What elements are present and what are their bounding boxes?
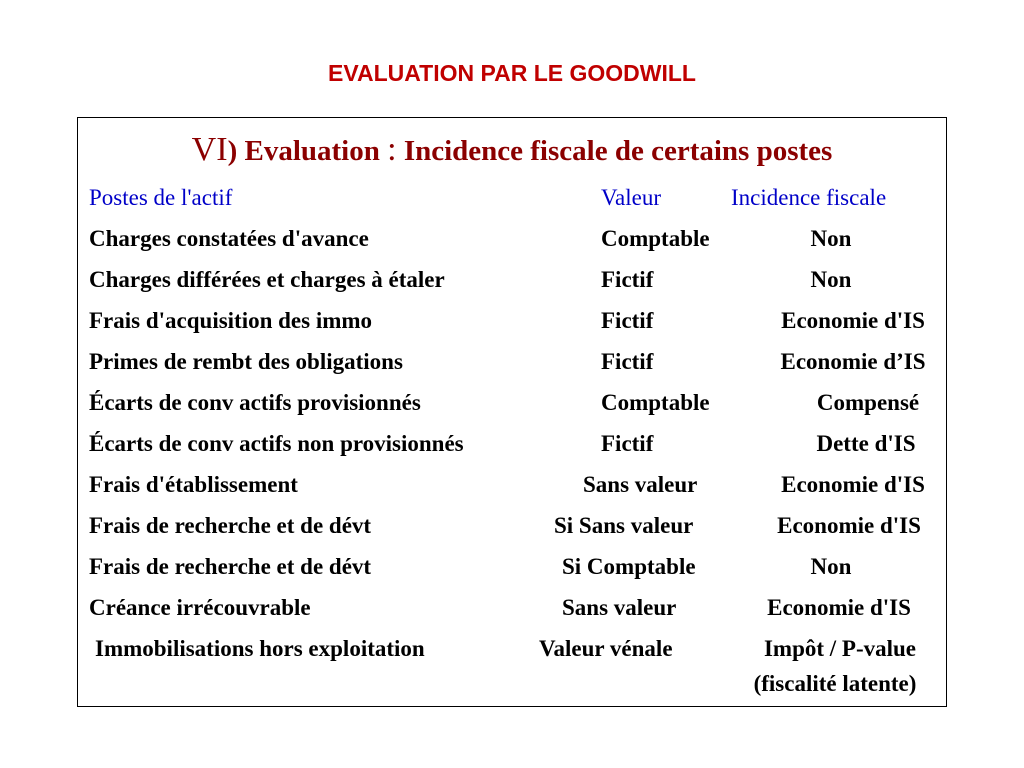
row-incidence: Economie d'IS bbox=[781, 472, 925, 497]
row-incidence: Economie d'IS bbox=[767, 595, 911, 620]
table-row bbox=[78, 226, 946, 256]
table-footnote-row bbox=[78, 671, 946, 701]
row-poste: Frais d'établissement bbox=[89, 472, 298, 497]
row-poste: Écarts de conv actifs provisionnés bbox=[89, 390, 421, 415]
table-row bbox=[78, 513, 946, 543]
table-row bbox=[78, 431, 946, 461]
section-paren: ) bbox=[227, 135, 238, 167]
section-colon: : bbox=[387, 131, 397, 168]
row-poste: Primes de rembt des obligations bbox=[89, 349, 403, 374]
row-incidence: Economie d’IS bbox=[780, 349, 926, 374]
row-valeur: Fictif bbox=[601, 349, 654, 374]
row-poste: Charges constatées d'avance bbox=[89, 226, 369, 251]
header-postes: Postes de l'actif bbox=[89, 185, 233, 210]
header-incidence: Incidence fiscale bbox=[731, 185, 887, 210]
slide-title: EVALUATION PAR LE GOODWILL bbox=[328, 60, 696, 86]
row-incidence: Compensé bbox=[816, 390, 920, 415]
table-row bbox=[78, 472, 946, 502]
row-valeur: Si Sans valeur bbox=[554, 513, 694, 538]
row-poste: Frais de recherche et de dévt bbox=[89, 513, 372, 538]
row-valeur: Sans valeur bbox=[583, 472, 698, 497]
row-valeur: Si Comptable bbox=[562, 554, 696, 579]
table-row bbox=[78, 308, 946, 338]
row-valeur: Fictif bbox=[601, 267, 654, 292]
row-valeur: Sans valeur bbox=[562, 595, 677, 620]
header-valeur: Valeur bbox=[601, 185, 662, 210]
table-row bbox=[78, 349, 946, 379]
section-number: VI bbox=[191, 131, 228, 168]
section-heading bbox=[78, 131, 946, 169]
table-row bbox=[78, 390, 946, 420]
row-incidence: Non bbox=[810, 226, 852, 251]
row-poste: Frais de recherche et de dévt bbox=[89, 554, 372, 579]
row-valeur: Comptable bbox=[601, 226, 710, 251]
row-incidence: Dette d'IS bbox=[816, 431, 916, 456]
section-subtitle: Incidence fiscale de certains postes bbox=[396, 135, 833, 167]
table-header bbox=[78, 185, 946, 215]
table-row bbox=[78, 267, 946, 297]
row-incidence: Economie d'IS bbox=[777, 513, 921, 538]
row-valeur: Comptable bbox=[601, 390, 710, 415]
row-valeur: Fictif bbox=[601, 431, 654, 456]
row-poste: Créance irrécouvrable bbox=[89, 595, 311, 620]
row-valeur: Fictif bbox=[601, 308, 654, 333]
row-incidence: Impôt / P-value bbox=[763, 636, 917, 661]
fiscal-footnote: (fiscalité latente) bbox=[753, 671, 917, 696]
row-poste: Frais d'acquisition des immo bbox=[89, 308, 373, 333]
content-box bbox=[77, 117, 947, 707]
table-row bbox=[78, 636, 946, 666]
row-incidence: Non bbox=[810, 554, 852, 579]
row-valeur: Valeur vénale bbox=[539, 636, 673, 661]
table-row bbox=[78, 595, 946, 625]
row-incidence: Economie d'IS bbox=[781, 308, 925, 333]
row-poste: Immobilisations hors exploitation bbox=[95, 636, 425, 661]
table-row bbox=[78, 554, 946, 584]
row-poste: Charges différées et charges à étaler bbox=[89, 267, 445, 292]
row-poste: Écarts de conv actifs non provisionnés bbox=[89, 431, 464, 456]
row-incidence: Non bbox=[810, 267, 852, 292]
section-label: Evaluation bbox=[237, 135, 388, 167]
